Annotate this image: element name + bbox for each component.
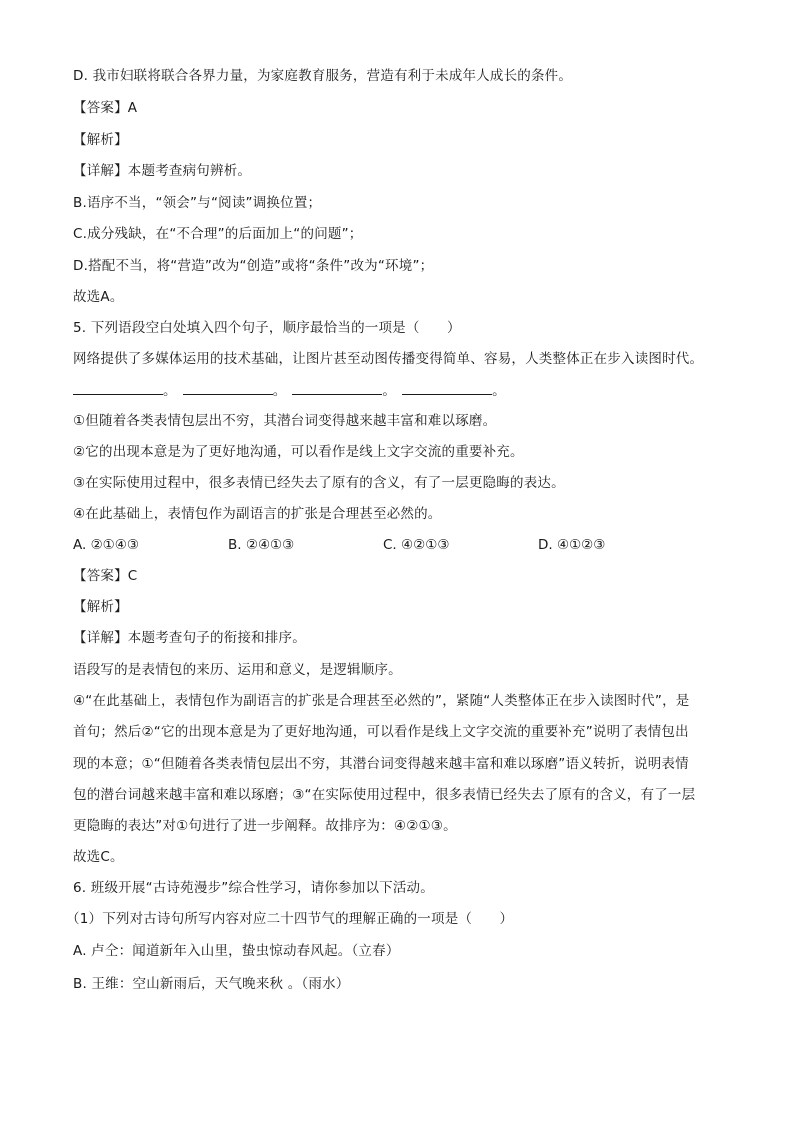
q5-sentence-3: ③在实际使用过程中，很多表情已经失去了原有的含义，有了一层更隐晦的表达。 xyxy=(73,475,565,491)
q4-conclusion: 故选A。 xyxy=(73,289,124,305)
q4-answer: 【答案】A xyxy=(73,100,138,116)
blank-3[interactable] xyxy=(292,380,382,395)
q5-passage: 网络提供了多媒体运用的技术基础，让图片甚至动图传播变得简单、容易，人类整体正在步入读图时代。 xyxy=(73,351,704,367)
q5-sentence-4: ④在此基础上，表情包作为副语言的扩张是合理甚至必然的。 xyxy=(73,506,442,522)
q5-stem: 5. 下列语段空白处填入四个句子，顺序最恰当的一项是（ ） xyxy=(73,320,461,336)
q5-answer: 【答案】C xyxy=(73,568,138,584)
q5-detail: 【详解】本题考查句子的衔接和排序。 xyxy=(73,630,306,646)
q6-stem: 6. 班级开展“古诗苑漫步”综合性学习，请你参加以下活动。 xyxy=(73,880,434,896)
q4-detail: 【详解】本题考查病句辨析。 xyxy=(73,163,252,179)
q4-explain-c: C.成分残缺，在“不合理”的后面加上“的问题”； xyxy=(73,226,363,242)
q6-option-a[interactable]: A. 卢仝：闻道新年入山里，蛰虫惊动春风起。（立春） xyxy=(73,943,400,959)
q4-option-d: D. 我市妇联将联合各界力量，为家庭教育服务，营造有利于未成年人成长的条件。 xyxy=(73,68,573,84)
q5-option-b[interactable]: B. ②④①③ xyxy=(228,537,295,553)
q5-options xyxy=(73,535,693,555)
blank-1[interactable] xyxy=(73,380,163,395)
q4-analysis-label: 【解析】 xyxy=(73,132,128,148)
q5-option-d[interactable]: D. ④①②③ xyxy=(538,537,606,553)
q5-explain-2: ④“在此基础上，表情包作为副语言的扩张是合理甚至必然的”，紧随“人类整体正在步入读图时代”，是 xyxy=(73,693,690,709)
q5-option-c[interactable]: C. ④②①③ xyxy=(383,537,450,553)
q5-blanks: 。 。 。 。 xyxy=(73,380,733,401)
q5-explain-4: 现的本意；①“但随着各类表情包层出不穷，其潜台词变得越来越丰富和难以琢磨”语义转折，说明表情 xyxy=(73,756,689,772)
blank-4[interactable] xyxy=(402,380,492,395)
q5-sentence-2: ②它的出现本意是为了更好地沟通，可以看作是线上文字交流的重要补充。 xyxy=(73,444,524,460)
q6-sub1: （1）下列对古诗句所写内容对应二十四节气的理解正确的一项是（ ） xyxy=(66,911,514,927)
blank-2[interactable] xyxy=(183,380,273,395)
q4-explain-b: B.语序不当，“领会”与“阅读”调换位置； xyxy=(73,195,322,211)
q5-explain-5: 包的潜台词越来越丰富和难以琢磨；③“在实际使用过程中，很多表情已经失去了原有的含义，有了一层 xyxy=(73,787,696,803)
q5-analysis-label: 【解析】 xyxy=(73,599,128,615)
q5-explain-6: 更隐晦的表达”对①句进行了进一步阐释。故排序为：④②①③。 xyxy=(73,818,457,834)
q5-conclusion: 故选C。 xyxy=(73,849,124,865)
q4-explain-d: D.搭配不当，将“营造”改为“创造”或将“条件”改为“环境”； xyxy=(73,258,434,274)
q5-option-a[interactable]: A. ②①④③ xyxy=(73,537,139,553)
q5-explain-3: 首句；然后②“它的出现本意是为了更好地沟通，可以看作是线上文字交流的重要补充”说明了表情包出 xyxy=(73,724,689,740)
q5-explain-1: 语段写的是表情包的来历、运用和意义，是逻辑顺序。 xyxy=(73,662,402,678)
q6-option-b[interactable]: B. 王维：空山新雨后，天气晚来秋 。（雨水） xyxy=(73,976,350,992)
q5-sentence-1: ①但随着各类表情包层出不穷，其潜台词变得越来越丰富和难以琢磨。 xyxy=(73,413,497,429)
